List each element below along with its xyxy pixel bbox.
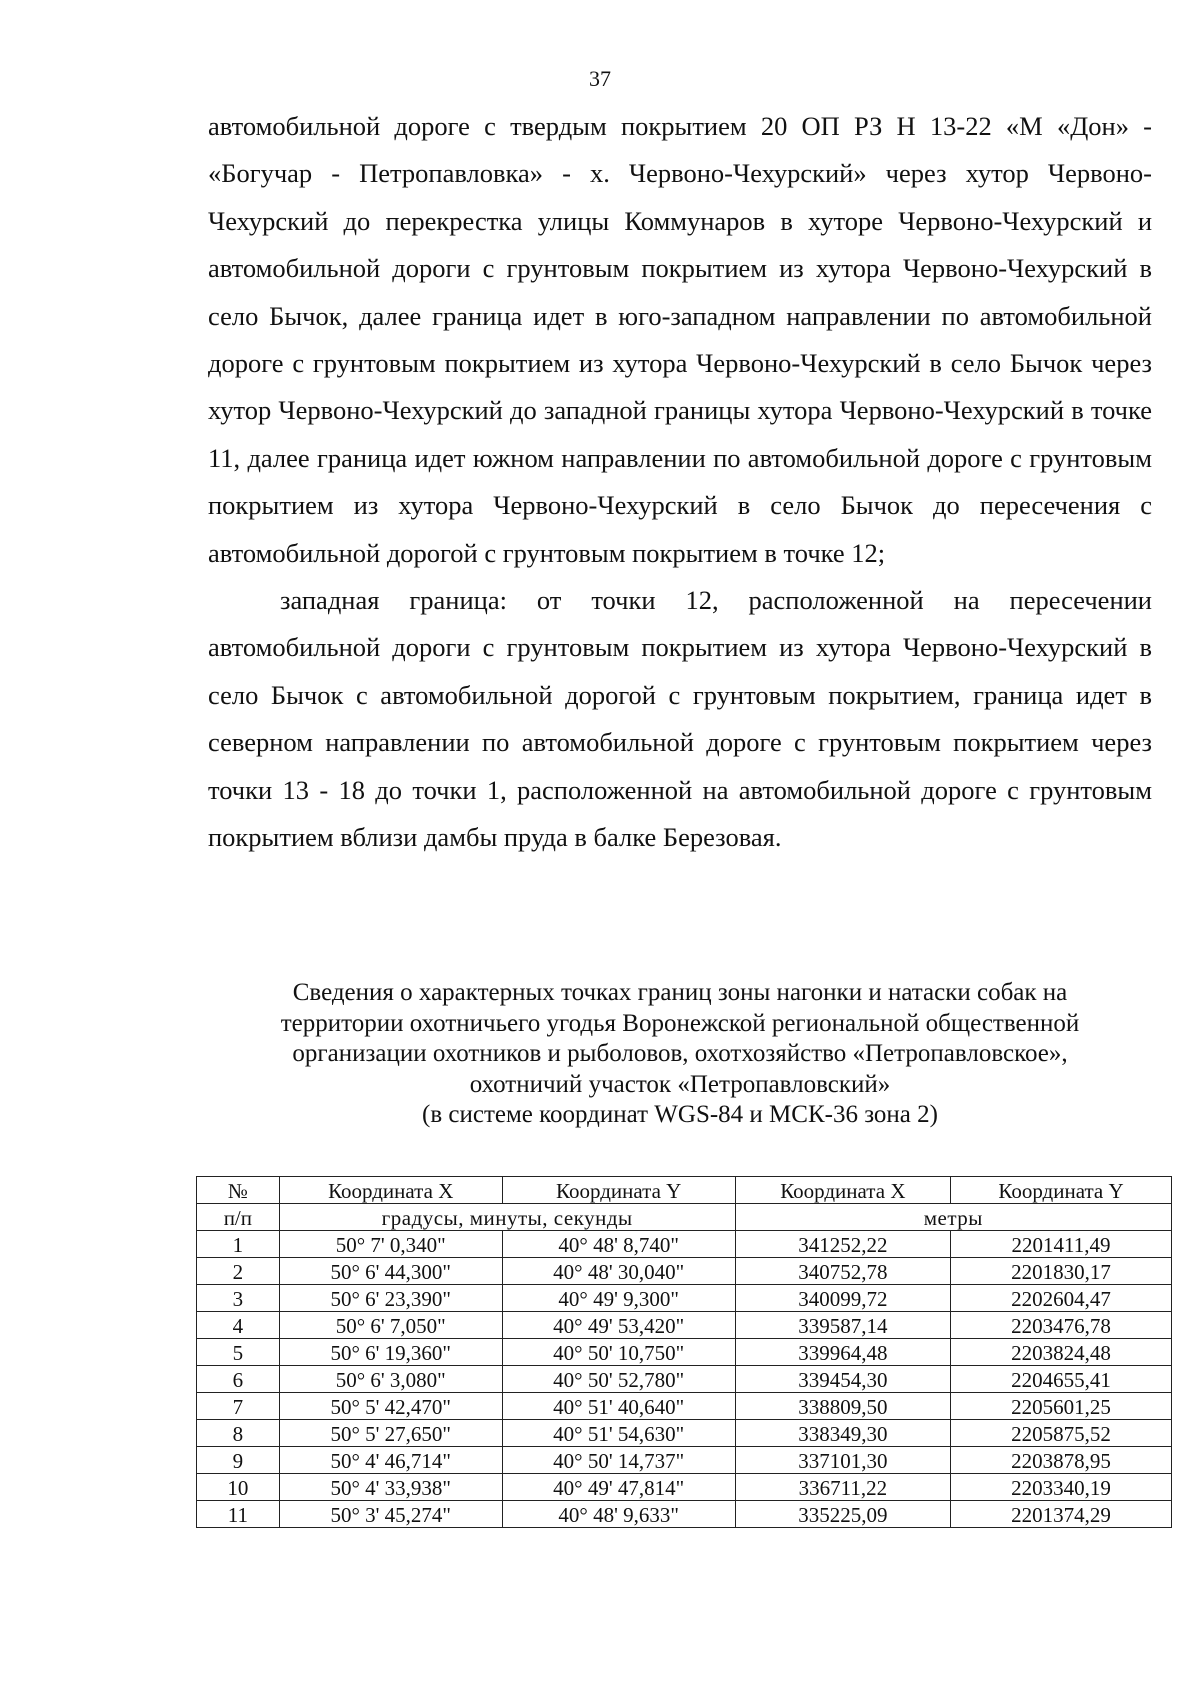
table-row bbox=[197, 1366, 1172, 1393]
cell-y-geo: 40° 51' 40,640" bbox=[502, 1393, 735, 1420]
cell-x-msk: 337101,30 bbox=[735, 1447, 950, 1474]
header-units-msk: метры bbox=[735, 1204, 1171, 1231]
cell-x-geo: 50° 4' 46,714" bbox=[279, 1447, 502, 1474]
table-body bbox=[197, 1231, 1172, 1528]
table-row bbox=[197, 1393, 1172, 1420]
table-header-row bbox=[197, 1177, 1172, 1204]
body-text bbox=[208, 103, 1152, 862]
table-row bbox=[197, 1420, 1172, 1447]
cell-x-msk: 335225,09 bbox=[735, 1501, 950, 1528]
cell-x-msk: 341252,22 bbox=[735, 1231, 950, 1258]
cell-x-geo: 50° 5' 42,470" bbox=[279, 1393, 502, 1420]
cell-y-msk: 2201374,29 bbox=[951, 1501, 1172, 1528]
cell-y-geo: 40° 50' 10,750" bbox=[502, 1339, 735, 1366]
cell-y-geo: 40° 51' 54,630" bbox=[502, 1420, 735, 1447]
page-number: 37 bbox=[589, 66, 611, 91]
cell-x-msk: 340752,78 bbox=[735, 1258, 950, 1285]
cell-number: 2 bbox=[197, 1258, 280, 1285]
cell-number: 1 bbox=[197, 1231, 280, 1258]
cell-number: 7 bbox=[197, 1393, 280, 1420]
cell-number: 11 bbox=[197, 1501, 280, 1528]
cell-x-geo: 50° 6' 7,050" bbox=[279, 1312, 502, 1339]
header-x-msk: Координата X bbox=[735, 1177, 950, 1204]
table-row bbox=[197, 1258, 1172, 1285]
table-row bbox=[197, 1474, 1172, 1501]
caption-line: (в системе координат WGS-84 и МСК-36 зона 2) bbox=[422, 1101, 938, 1128]
table-row bbox=[197, 1447, 1172, 1474]
cell-y-msk: 2203824,48 bbox=[951, 1339, 1172, 1366]
cell-y-msk: 2205875,52 bbox=[951, 1420, 1172, 1447]
cell-y-geo: 40° 49' 53,420" bbox=[502, 1312, 735, 1339]
cell-x-msk: 340099,72 bbox=[735, 1285, 950, 1312]
cell-number: 6 bbox=[197, 1366, 280, 1393]
cell-y-geo: 40° 48' 30,040" bbox=[502, 1258, 735, 1285]
cell-number: 10 bbox=[197, 1474, 280, 1501]
cell-y-geo: 40° 50' 52,780" bbox=[502, 1366, 735, 1393]
cell-x-msk: 338809,50 bbox=[735, 1393, 950, 1420]
cell-number: 4 bbox=[197, 1312, 280, 1339]
paragraph: западная граница: от точки 12, расположенной на пересечении автомобильной дороги с грунтовым покрытием из хутора Червоно-Чехурский в село Бычок с автомобильной дорогой с грунтовым покрытием, граница идет в северном направлении по автомобильной дороге с грунтовым покрытием через точки 13 - 18 до точки 1, расположенной на автомобильной дороге с грунтовым покрытием вблизи дамбы пруда в балке Березовая. bbox=[208, 585, 1152, 853]
cell-x-geo: 50° 6' 44,300" bbox=[279, 1258, 502, 1285]
table-row bbox=[197, 1231, 1172, 1258]
cell-x-geo: 50° 5' 27,650" bbox=[279, 1420, 502, 1447]
cell-y-geo: 40° 49' 47,814" bbox=[502, 1474, 735, 1501]
cell-number: 5 bbox=[197, 1339, 280, 1366]
header-units-geo: градусы, минуты, секунды bbox=[279, 1204, 735, 1231]
header-y-geo: Координата Y bbox=[502, 1177, 735, 1204]
header-number: № bbox=[197, 1177, 280, 1204]
cell-y-msk: 2205601,25 bbox=[951, 1393, 1172, 1420]
cell-y-geo: 40° 48' 8,740" bbox=[502, 1231, 735, 1258]
caption-line: Сведения о характерных точках границ зоны нагонки и натаски собак на bbox=[292, 979, 1068, 1006]
cell-y-msk: 2204655,41 bbox=[951, 1366, 1172, 1393]
cell-y-geo: 40° 49' 9,300" bbox=[502, 1285, 735, 1312]
cell-y-msk: 2203340,19 bbox=[951, 1474, 1172, 1501]
table-units-row bbox=[197, 1204, 1172, 1231]
cell-number: 8 bbox=[197, 1420, 280, 1447]
table-row bbox=[197, 1501, 1172, 1528]
coordinates-table bbox=[196, 1176, 1172, 1528]
cell-x-msk: 339964,48 bbox=[735, 1339, 950, 1366]
caption-line: организации охотников и рыболовов, охотхозяйство «Петропавловское», bbox=[292, 1040, 1068, 1067]
header-y-msk: Координата Y bbox=[951, 1177, 1172, 1204]
cell-y-geo: 40° 48' 9,633" bbox=[502, 1501, 735, 1528]
caption-line: охотничий участок «Петропавловский» bbox=[469, 1070, 891, 1098]
cell-x-geo: 50° 6' 23,390" bbox=[279, 1285, 502, 1312]
cell-x-geo: 50° 3' 45,274" bbox=[279, 1501, 502, 1528]
cell-y-msk: 2201411,49 bbox=[951, 1231, 1172, 1258]
cell-y-msk: 2202604,47 bbox=[951, 1285, 1172, 1312]
table-row bbox=[197, 1285, 1172, 1312]
cell-x-geo: 50° 4' 33,938" bbox=[279, 1474, 502, 1501]
cell-number: 3 bbox=[197, 1285, 280, 1312]
cell-x-geo: 50° 7' 0,340" bbox=[279, 1231, 502, 1258]
cell-y-msk: 2201830,17 bbox=[951, 1258, 1172, 1285]
table-row bbox=[197, 1339, 1172, 1366]
caption-line: территории охотничьего угодья Воронежской региональной общественной bbox=[280, 1009, 1080, 1037]
table-row bbox=[197, 1312, 1172, 1339]
cell-x-geo: 50° 6' 19,360" bbox=[279, 1339, 502, 1366]
cell-x-msk: 339587,14 bbox=[735, 1312, 950, 1339]
paragraph: автомобильной дороге с твердым покрытием 20 ОП РЗ Н 13-22 «М «Дон» - «Богучар - Петропавловка» - х. Червоно-Чехурский» через хутор Червоно-Чехурский до перекрестка улицы Коммунаров в хуторе Червоно-Чехурский и автомобильной дороги с грунтовым покрытием из хутора Червоно-Чехурский в село Бычок, далее граница идет в юго-западном направлении по автомобильной дороге с грунтовым покрытием из хутора Червоно-Чехурский в село Бычок через хутор Червоно-Чехурский до западной границы хутора Червоно-Чехурский в точке 11, далее граница идет южном направлении по автомобильной дороге с грунтовым покрытием из хутора Червоно-Чехурский в село Бычок до пересечения с автомобильной дорогой с грунтовым покрытием в точке 12; bbox=[208, 111, 1152, 568]
cell-x-msk: 338349,30 bbox=[735, 1420, 950, 1447]
cell-y-msk: 2203476,78 bbox=[951, 1312, 1172, 1339]
cell-number: 9 bbox=[197, 1447, 280, 1474]
header-x-geo: Координата X bbox=[279, 1177, 502, 1204]
cell-x-msk: 339454,30 bbox=[735, 1366, 950, 1393]
cell-y-geo: 40° 50' 14,737" bbox=[502, 1447, 735, 1474]
cell-y-msk: 2203878,95 bbox=[951, 1447, 1172, 1474]
header-number-sub: п/п bbox=[197, 1204, 280, 1231]
table-caption bbox=[200, 978, 1160, 1131]
cell-x-msk: 336711,22 bbox=[735, 1474, 950, 1501]
cell-x-geo: 50° 6' 3,080" bbox=[279, 1366, 502, 1393]
